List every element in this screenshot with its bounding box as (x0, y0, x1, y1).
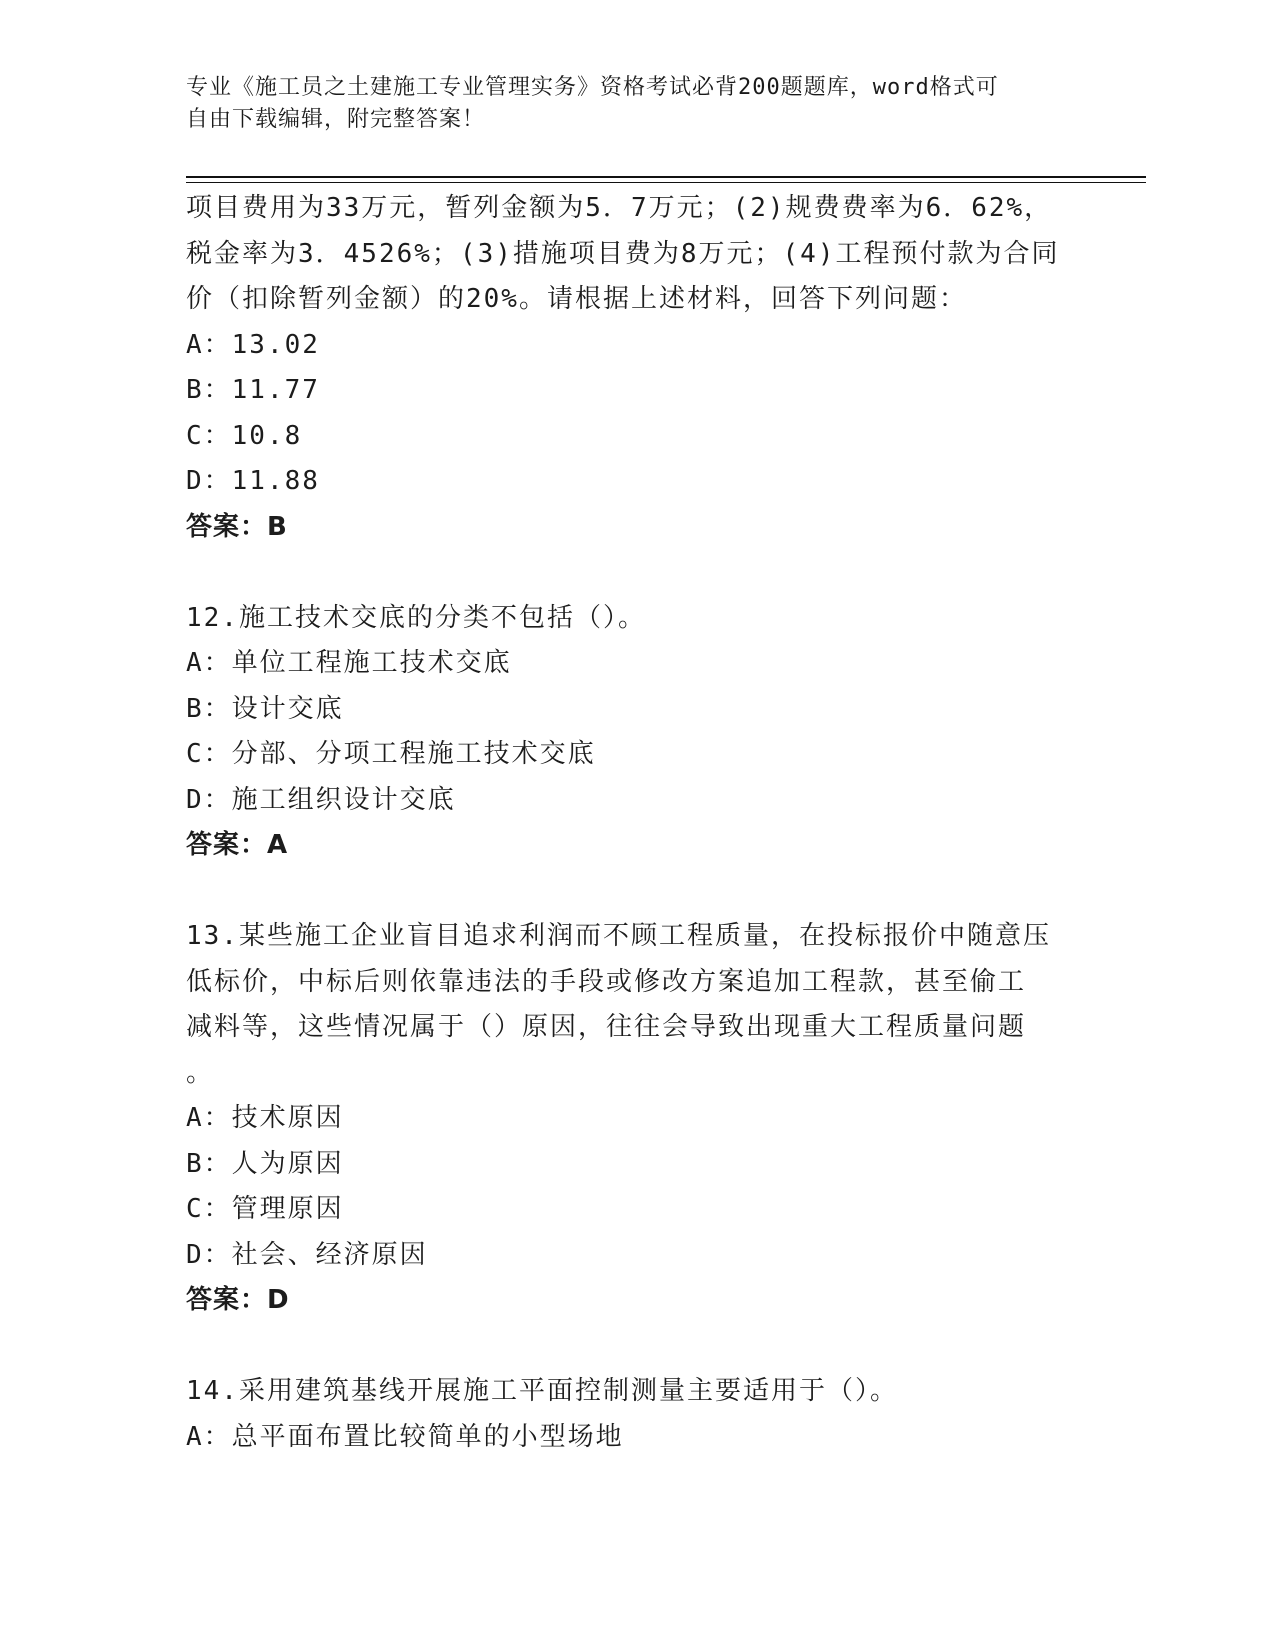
question-14 (186, 1369, 1086, 1460)
question-stem-line: 税金率为3．4526%；(3)措施项目费为8万元；(4)工程预付款为合同 (186, 238, 1060, 269)
option-d: D：社会、经济原因 (186, 1239, 428, 1270)
answer-line: 答案：A (186, 830, 289, 860)
option-b: B：人为原因 (186, 1148, 344, 1179)
question-13 (186, 914, 1086, 1324)
option-c: C：10.8 (186, 420, 303, 451)
question-stem-line: 。 (186, 1057, 215, 1088)
question-stem-line: 14.采用建筑基线开展施工平面控制测量主要适用于（）。 (186, 1376, 898, 1406)
question-stem-line: 12.施工技术交底的分类不包括（）。 (186, 602, 646, 633)
option-d: D：施工组织设计交底 (186, 784, 456, 815)
option-a: A：单位工程施工技术交底 (186, 648, 512, 678)
header-line-2: 自由下载编辑，附完整答案！ (186, 107, 486, 132)
header-rule-thin (186, 182, 1146, 183)
option-c: C：分部、分项工程施工技术交底 (186, 739, 596, 769)
question-11 (186, 186, 1086, 550)
answer-line: 答案：D (186, 1285, 290, 1315)
spacer (186, 1324, 1086, 1370)
header-rule-thick (186, 176, 1146, 178)
header-line-1: 专业《施工员之土建施工专业管理实务》资格考试必背200题题库，word格式可 (186, 75, 999, 100)
answer-line: 答案：B (186, 511, 288, 542)
option-a: A：13.02 (186, 329, 320, 360)
option-b: B：11.77 (186, 375, 320, 405)
spacer (186, 550, 1086, 596)
document-header (186, 72, 1066, 136)
question-stem-line: 价（扣除暂列金额）的20%。请根据上述材料，回答下列问题： (186, 284, 967, 314)
question-stem-line: 项目费用为33万元，暂列金额为5．7万元；(2)规费费率为6．62%， (186, 193, 1053, 223)
option-b: B：设计交底 (186, 693, 344, 724)
document-page (186, 0, 1146, 1650)
question-stem-line: 13.某些施工企业盲目追求利润而不顾工程质量，在投标报价中随意压 (186, 921, 1051, 951)
question-content (186, 186, 1086, 1460)
question-12 (186, 596, 1086, 869)
option-c: C：管理原因 (186, 1194, 344, 1224)
question-stem-line: 减料等，这些情况属于（）原因，往往会导致出现重大工程质量问题 (186, 1012, 1027, 1042)
option-a: A：技术原因 (186, 1103, 344, 1133)
option-a: A：总平面布置比较简单的小型场地 (186, 1421, 624, 1452)
spacer (186, 869, 1086, 915)
question-stem-line: 低标价，中标后则依靠违法的手段或修改方案追加工程款，甚至偷工 (186, 966, 1027, 997)
option-d: D：11.88 (186, 466, 320, 496)
